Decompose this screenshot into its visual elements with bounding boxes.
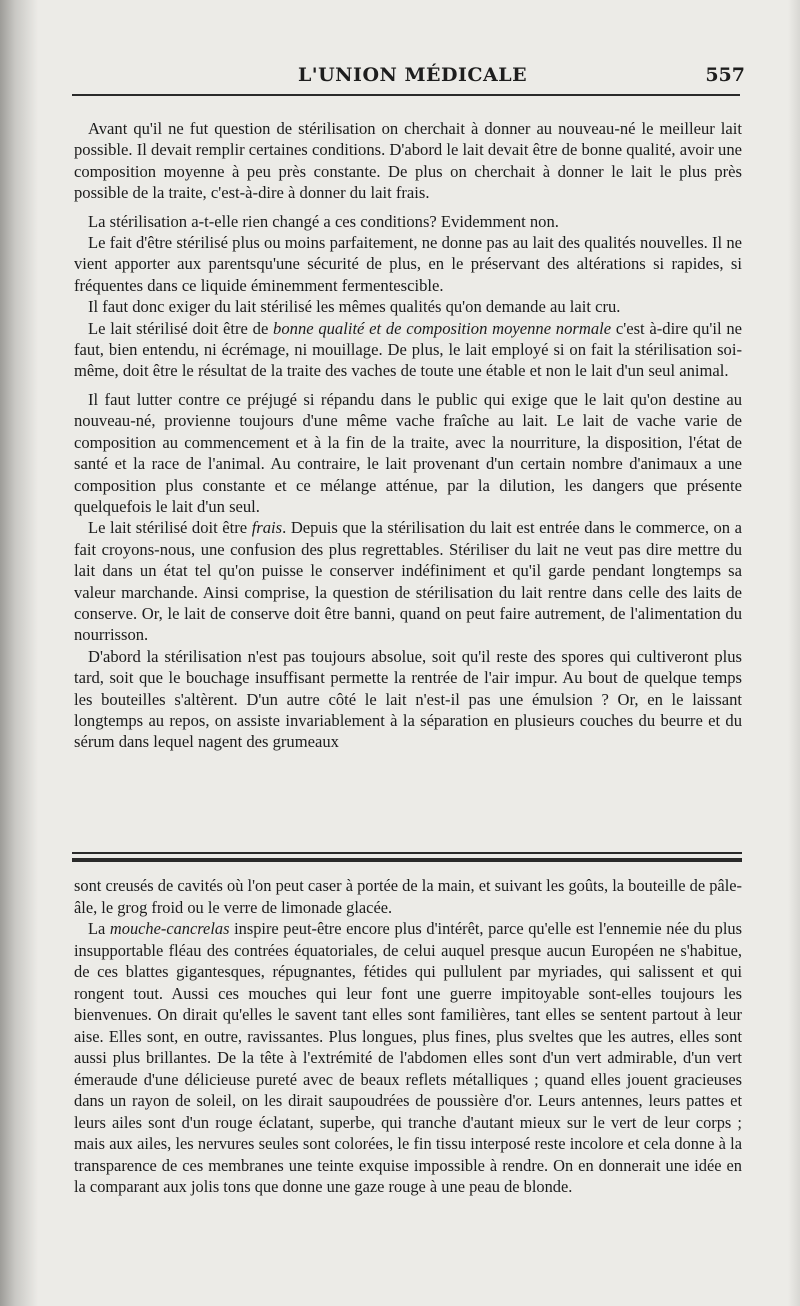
feuilleton-section — [74, 875, 742, 1198]
paragraph: sont creusés de cavités où l'on peut caser à portée de la main, et suivant les goûts, la bouteille de pâle-âle, le grog froid ou le verre de limonade glacée. — [74, 876, 742, 917]
emphasis: bonne qualité et de composition moyenne normale — [273, 318, 612, 338]
paragraph: D'abord la stérilisation n'est pas toujours absolue, soit qu'il reste des spores qui cultiveront plus tard, soit que le bouchage insuffisant permette la rentrée de l'air impur. Au bout de quelque temps les bouteilles s'altèrent. D'un autre côté le lait n'est-il pas une émulsion ? Or, en le laissant longtemps au repos, on assiste invariablement à la séparation en plusieurs couches du beurre et du sérum dans lequel nagent des grumeaux — [74, 646, 742, 752]
feuilleton-rule-thin — [72, 852, 742, 854]
paragraph: Le lait stérilisé doit être frais. Depuis que la stérilisation du lait est entrée dans le commerce, on a fait croyons-nous, une confusion des plus regrettables. Stériliser du lait ne veut pas dire mettre du lait dans un état tel qu'on puisse le conserver indéfiniment et qu'il garde pendant longtemps sa valeur marchande. Ainsi comprise, la question de stérilisation du lait rentre dans celle des laits de conserve. Or, le lait de conserve doit être banni, quand on peut faire autrement, de l'alimentation du nourrisson. — [74, 518, 742, 645]
paragraph: Le fait d'être stérilisé plus ou moins parfaitement, ne donne pas au lait des qualités nouvelles. Il ne vient apporter aux parentsqu'une sécurité de plus, en le préservant des altérations si rapides, si fréquentes dans ce liquide éminemment fermentescible. — [74, 233, 742, 295]
emphasis: frais — [251, 518, 283, 538]
paragraph: La mouche-cancrelas inspire peut-être encore plus d'intérêt, parce qu'elle est l'ennemie née du plus insupportable fléau des contrées équatoriales, de celui auquel presque aucun Européen ne s'habitue, de ces blattes gigantesques, répugnantes, fétides qui pullulent par myriades, qui salissent et qui rongent tout. Aussi ces mouches qui leur font une guerre impitoyable sont-elles toujours les bienvenues. On dirait qu'elles le savent tant elles sont familières, tant elles se sentent partout à leur aise. Elles sont, en outre, ravissantes. Plus longues, plus fines, plus sveltes que les autres, elles sont aussi plus brillantes. De la tête à l'extrémité de l'abdomen elles sont d'un vert admirable, d'un vert émeraude d'une délicieuse pureté avec de beaux reflets métalliques ; quand elles jouent gracieuses dans un rayon de soleil, on les dirait saupoudrées de poussière d'or. Leurs antennes, leurs pattes et leurs ailes sont d'un rouge éclatant, superbe, qui tranche d'autant mieux sur le vert de leur corps ; mais aux ailes, les nervures seules sont colorées, le fin tissu interposé reste incolore et cela donne à la transparence de ces membranes une teinte exquise impossible à rendre. On en donnerait une idée en la comparant aux jolis tons que donne une gaze rouge à une peau de blonde. — [74, 919, 742, 1196]
paragraph: La stérilisation a-t-elle rien changé a ces conditions? Evidemment non. — [88, 211, 559, 231]
paragraph: Il faut donc exiger du lait stérilisé les mêmes qualités qu'on demande au lait cru. — [88, 297, 621, 317]
main-article — [74, 118, 742, 753]
paragraph: Il faut lutter contre ce préjugé si répandu dans le public qui exige que le lait qu'on destine au nouveau-né, provienne toujours d'une même vache fraîche au lait. Le lait de vache varie de composition au commencement et à la fin de la traite, avec la nourriture, la disposition, l'état de santé et la race de l'animal. Au contraire, le lait provenant d'un certain nombre d'animaux a une composition plus constante et ce mélange atténue, par la dilution, les dangers que présente quelquefois le lait d'un seul. — [74, 389, 742, 516]
page-edge-shadow — [788, 0, 800, 1306]
running-title: L'UNION MÉDICALE — [297, 64, 528, 86]
header-rule — [72, 94, 740, 96]
paragraph: Avant qu'il ne fut question de stérilisation on cherchait à donner au nouveau-né le meilleur lait possible. Il devait remplir certaines conditions. D'abord le lait devait être de bonne qualité, avoir une composition moyenne à peu près constante. De plus on cherchait à donner le lait le plus près possible de la traite, c'est-à-dire à donner du lait frais. — [74, 119, 742, 203]
binding-shadow — [0, 0, 38, 1306]
page-header — [80, 62, 745, 92]
page-number: 557 — [705, 64, 745, 86]
emphasis: mouche-cancrelas — [109, 919, 230, 938]
paragraph: Le lait stérilisé doit être de bonne qualité et de composition moyenne normale c'est à-dire qu'il ne faut, bien entendu, ni écrémage, ni mouillage. De plus, le lait employé si on fait la stérilisation soi-même, doit être le résultat de la traite des vaches de toute une étable et non le lait d'un seul animal. — [74, 318, 742, 381]
feuilleton-rule-thick — [72, 858, 742, 862]
